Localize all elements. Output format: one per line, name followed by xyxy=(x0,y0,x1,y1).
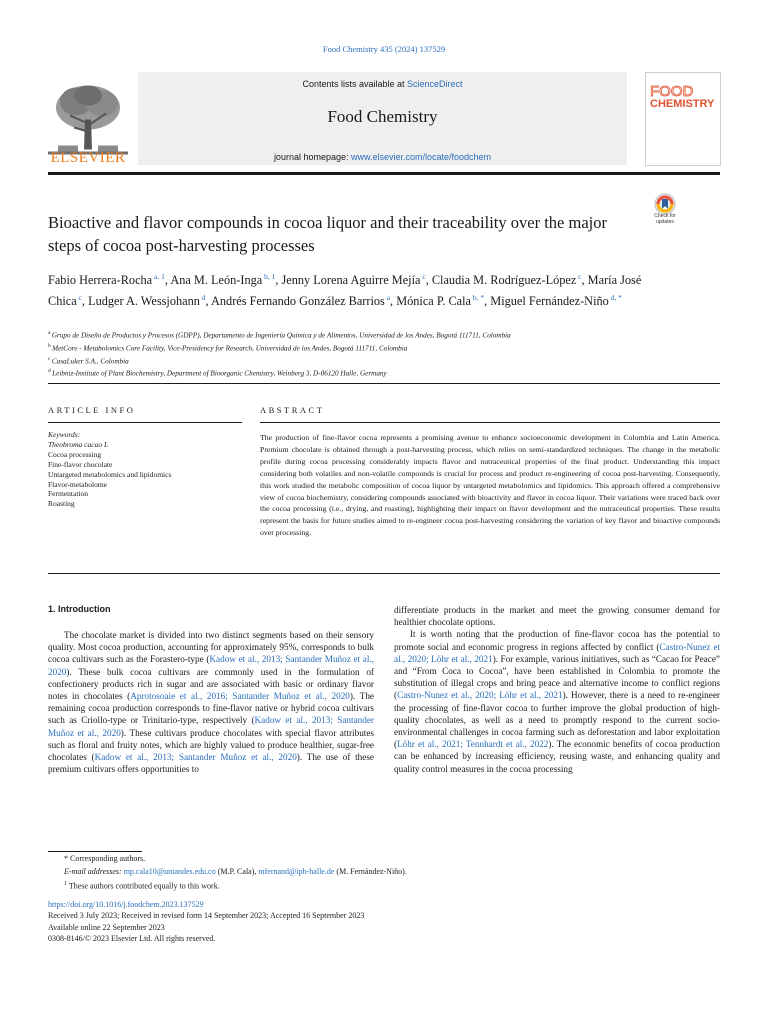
affiliation xyxy=(48,328,720,341)
email-owner: (M. Fernández-Niño). xyxy=(334,867,407,876)
sciencedirect-link[interactable]: ScienceDirect xyxy=(407,79,463,89)
affiliation-mark: a xyxy=(48,330,52,336)
equal-contribution-text: These authors contributed equally to this work. xyxy=(68,881,220,891)
cover-title-line1: FOOD xyxy=(650,83,694,100)
citation-link[interactable]: Löhr et al., 2021; Tennhardt et al., 2022 xyxy=(397,739,549,750)
text-run: ). These cultivars produce chocolates with special flavor attributes such as floral and fruity notes, which are highly valued to produce healthier, sugar-free chocolates ( xyxy=(48,727,374,763)
author-affiliation-mark[interactable]: a, 1 xyxy=(152,272,165,281)
keyword: Untargeted metabolomics and lipidomics xyxy=(48,469,172,479)
citation-link[interactable]: Aprotosoaie et al., 2016; Santander Muñoz et al., 2020 xyxy=(130,691,350,702)
homepage-prefix: journal homepage: xyxy=(273,152,351,162)
affiliation-mark: b xyxy=(48,342,53,349)
intro-paragraph-1-continued: differentiate products in the market and meet the growing consumer demand for healthier chocolate options. xyxy=(394,605,720,628)
keywords-block xyxy=(48,430,242,509)
publisher-name[interactable]: ELSEVIER xyxy=(50,150,126,166)
cover-title xyxy=(650,85,716,111)
abstract-heading: ABSTRACT xyxy=(260,405,325,415)
citation-link[interactable]: Kadow et al., 2013; Santander Muñoz et al., 2020 xyxy=(48,715,374,738)
author[interactable] xyxy=(170,273,275,287)
text-run: ). These bulk cocoa cultivars are commonly used in the formulation of confectionery products rich in sugar and are associated with basic or ordinary flavor notes in chocolates ( xyxy=(48,666,374,702)
homepage-line xyxy=(138,152,627,162)
author[interactable] xyxy=(490,294,622,308)
author-list: Fabio Herrera-Rocha $^{a, 1}$, Ana M. León-Inga $^{b, 1}$, Jenny Lorena Aguirre Mejía $^c$, Claudia M. Rodríguez-López $^c$, María José Chica $^c$, Ludger A. Wessjohann $^d$, Andrés Fernando González Barrios $^a$, Mónica P. Cala $^{b, *}$, Miguel Fernández-Niño $^{d, *}$ xyxy=(48,272,642,309)
affiliation-mark: d xyxy=(48,368,53,375)
text-run: It is worth noting that the production of fine-flavor cocoa has the potential to promote social and economic progress in regions affected by conflict ( xyxy=(394,629,720,652)
text-run: ). However, there is a need to re-engineer the processing of fine-flavor cocoa to further improve the global production of high-quality chocolates, as well as a need to promptly respond to the current socio-environmental challenges in cocoa farming such as deforestation and labor exploitation ( xyxy=(394,690,720,750)
intro-paragraph-1 xyxy=(48,629,374,775)
online-date: Available online 22 September 2023 xyxy=(48,922,165,932)
article-info-rule xyxy=(48,422,242,423)
affiliation-list xyxy=(48,328,720,379)
text-run: ). The use of these premium cultivars offers opportunities to xyxy=(48,752,374,775)
email-owner: (M.P. Cala), xyxy=(215,867,259,876)
author-name: Ludger A. Wessjohann xyxy=(88,294,200,309)
author-name: Fabio Herrera-Rocha xyxy=(48,273,153,288)
abstract-text: The production of fine-flavor cocoa represents a promising avenue to enhance socioeconomic development in Colombia and Latin America. Premium chocolate is obtained through a post-harvesting process, which relies on semi-standardized techniques. The change in the metabolic profile during cocoa processing considerably impacts flavor and nutraceutical properties of the final product. Understanding this impact considering both volatiles and non-volatile compounds is crucial for process and product re-engineering of cocoa post-harvesting. Consequently, this work studied the metabolic composition of cocoa liquor by untargeted metabolomics and lipidomics. This approach offered a comprehensive view of cocoa biochemistry, considering compounds associated with bioactivity and flavor in cocoa liquor. Their variations were traced back over the cocoa processing (i.e., drying, and roasting), highlighting their impact on flavor development and the nutraceutical properties. These results represent the basis for future studies aimed to re-engineer cocoa post-harvesting considering the variation of key flavor and bioactive compounds over processing. xyxy=(260,433,720,538)
keyword: Fermentation xyxy=(48,489,88,499)
author-affiliation-mark[interactable]: a xyxy=(384,293,391,303)
intro-left-column xyxy=(48,629,374,775)
check-updates-line1: Check for xyxy=(654,213,676,219)
author-affiliation-mark[interactable]: b, * xyxy=(471,293,485,303)
author-affiliation-mark[interactable]: d, * xyxy=(608,293,622,303)
affiliation xyxy=(48,354,720,367)
contents-line xyxy=(138,79,627,89)
section-heading-introduction: 1. Introduction xyxy=(48,604,111,614)
author[interactable] xyxy=(432,273,582,287)
author[interactable] xyxy=(88,294,205,308)
author[interactable] xyxy=(211,294,390,308)
email-link-fernandez[interactable]: mfernand@ipb-halle.de xyxy=(258,867,335,876)
author-name: Jenny Lorena Aguirre Mejía xyxy=(281,273,421,288)
affiliation xyxy=(48,341,720,354)
citation-link[interactable]: Castro-Nunez et al., 2020; Löhr et al., 2021 xyxy=(394,641,720,664)
journal-name: Food Chemistry xyxy=(327,107,438,126)
footnote-emails xyxy=(48,865,720,878)
doi-link[interactable]: https://doi.org/10.1016/j.foodchem.2023.137529 xyxy=(48,900,204,909)
author[interactable] xyxy=(396,294,484,308)
intro-right-column xyxy=(394,604,720,775)
citation-link[interactable]: Kadow et al., 2013; Santander Muñoz et al., 2020 xyxy=(48,654,374,677)
corresponding-text: Corresponding authors. xyxy=(70,854,146,863)
authors-divider xyxy=(48,383,720,384)
journal-citation[interactable]: Food Chemistry 435 (2024) 137529 xyxy=(322,44,446,54)
keyword: Roasting xyxy=(48,499,75,509)
text-run: ). The remaining cocoa production corresponds to fine-flavor native or hybrid cocoa cultivars such as Criollo-type or Trinitario-type, respectively ( xyxy=(48,691,375,726)
affiliation-text: Leibniz-Institute of Plant Biochemistry, Department of Bioorganic Chemistry, Weinberg 3, D-06120 Halle, Germany xyxy=(52,369,387,378)
doi-and-dates xyxy=(48,899,720,945)
journal-homepage-link[interactable]: www.elsevier.com/locate/foodchem xyxy=(351,152,492,162)
email-link-cala[interactable]: mp.cala10@uniandes.edu.co xyxy=(123,867,216,876)
keyword: Cocoa processing xyxy=(48,449,102,459)
check-for-updates-label[interactable] xyxy=(645,213,685,225)
footnote-corresponding: * Corresponding authors. xyxy=(64,854,146,863)
text-run: ). For example, various initiatives, such as “Cacao for Peace” and “From Coca to Cocoa”, have been established in Colombia to promote the substitution of illegal crops and bring peace and alternative income to conflict regions ( xyxy=(394,653,720,701)
citation-link[interactable]: Kadow et al., 2013; Santander Muñoz et al., 2020 xyxy=(94,752,297,763)
abstract-bottom-rule xyxy=(48,573,720,574)
affiliation-mark: c xyxy=(48,355,52,362)
keyword: Flavor-metabolome xyxy=(48,479,108,489)
footnote-equal-contribution: $^1$ These authors contributed equally to this work. xyxy=(64,881,220,891)
citation-link[interactable]: Castro-Nunez et al., 2020; Löhr et al., 2021 xyxy=(397,690,563,701)
author-affiliation-mark[interactable]: c xyxy=(76,293,82,303)
affiliation-text: CasaLuker S.A., Colombia xyxy=(51,356,129,365)
affiliation xyxy=(48,366,720,379)
author-name: Andrés Fernando González Barrios xyxy=(211,294,385,309)
abstract-rule xyxy=(260,422,720,423)
cover-title-line2: CHEMISTRY xyxy=(650,98,715,110)
article-title: Bioactive and flavor compounds in cocoa liquor and their traceability over the major steps of cocoa post-harvesting processes xyxy=(48,213,607,255)
check-updates-line2: updates xyxy=(656,219,674,225)
affiliation-text: Grupo de Diseño de Productos y Procesos (GDPP), Departamento de Ingeniería Química y de Alimentos, Universidad de los Andes, Bogotá 111711, Colombia xyxy=(51,331,511,340)
author-name: Mónica P. Cala xyxy=(396,294,471,309)
intro-paragraph-2 xyxy=(394,628,720,774)
journal-cover-thumbnail[interactable] xyxy=(645,72,721,166)
header-divider xyxy=(48,172,720,175)
received-dates: Received 3 July 2023; Received in revised form 14 September 2023; Accepted 16 September 2023 xyxy=(48,911,365,921)
author[interactable] xyxy=(48,273,165,287)
author-name: Claudia M. Rodríguez-López xyxy=(431,273,577,288)
author-name: Miguel Fernández-Niño xyxy=(490,294,609,309)
author-affiliation-mark[interactable]: c xyxy=(420,272,426,281)
copyright-line: 0308-8146/© 2023 Elsevier Ltd. All rights reserved. xyxy=(48,934,216,944)
author-affiliation-mark[interactable]: b, 1 xyxy=(262,272,276,281)
text-run: The chocolate market is divided into two distinct segments based on their sensory quality. Most cocoa production, accounting for approximately 95%, corresponds to bulk cocoa cultivars such as the Forastero-type ( xyxy=(48,630,374,665)
contents-prefix: Contents lists available at xyxy=(302,79,408,89)
affiliation-text: MetCore - Metabolomics Core Facility, Vice-Presidency for Research, Universidad de los Andes, Bogotá 111711, Colombia xyxy=(52,344,408,353)
keyword-list xyxy=(48,440,242,509)
author-affiliation-mark[interactable]: c xyxy=(576,272,582,281)
article-info-heading: ARTICLE INFO xyxy=(48,405,136,415)
email-label: E-mail addresses: xyxy=(64,867,124,876)
text-run: ). The economic benefits of cocoa production can be enhanced by increasing efficiency, reusing waste, and enhancing quality and quality control measures in the cocoa processing xyxy=(394,739,720,774)
keyword: Theobroma cacao L xyxy=(48,439,109,449)
author-name: Ana M. León-Inga xyxy=(170,273,263,288)
author-name: María José Chica xyxy=(48,273,642,309)
footnotes xyxy=(48,852,720,893)
keyword: Fine-flavor chocolate xyxy=(48,459,113,469)
keywords-label: Keywords: xyxy=(48,430,81,439)
author-affiliation-mark[interactable]: d xyxy=(199,293,206,303)
author[interactable] xyxy=(281,273,425,287)
